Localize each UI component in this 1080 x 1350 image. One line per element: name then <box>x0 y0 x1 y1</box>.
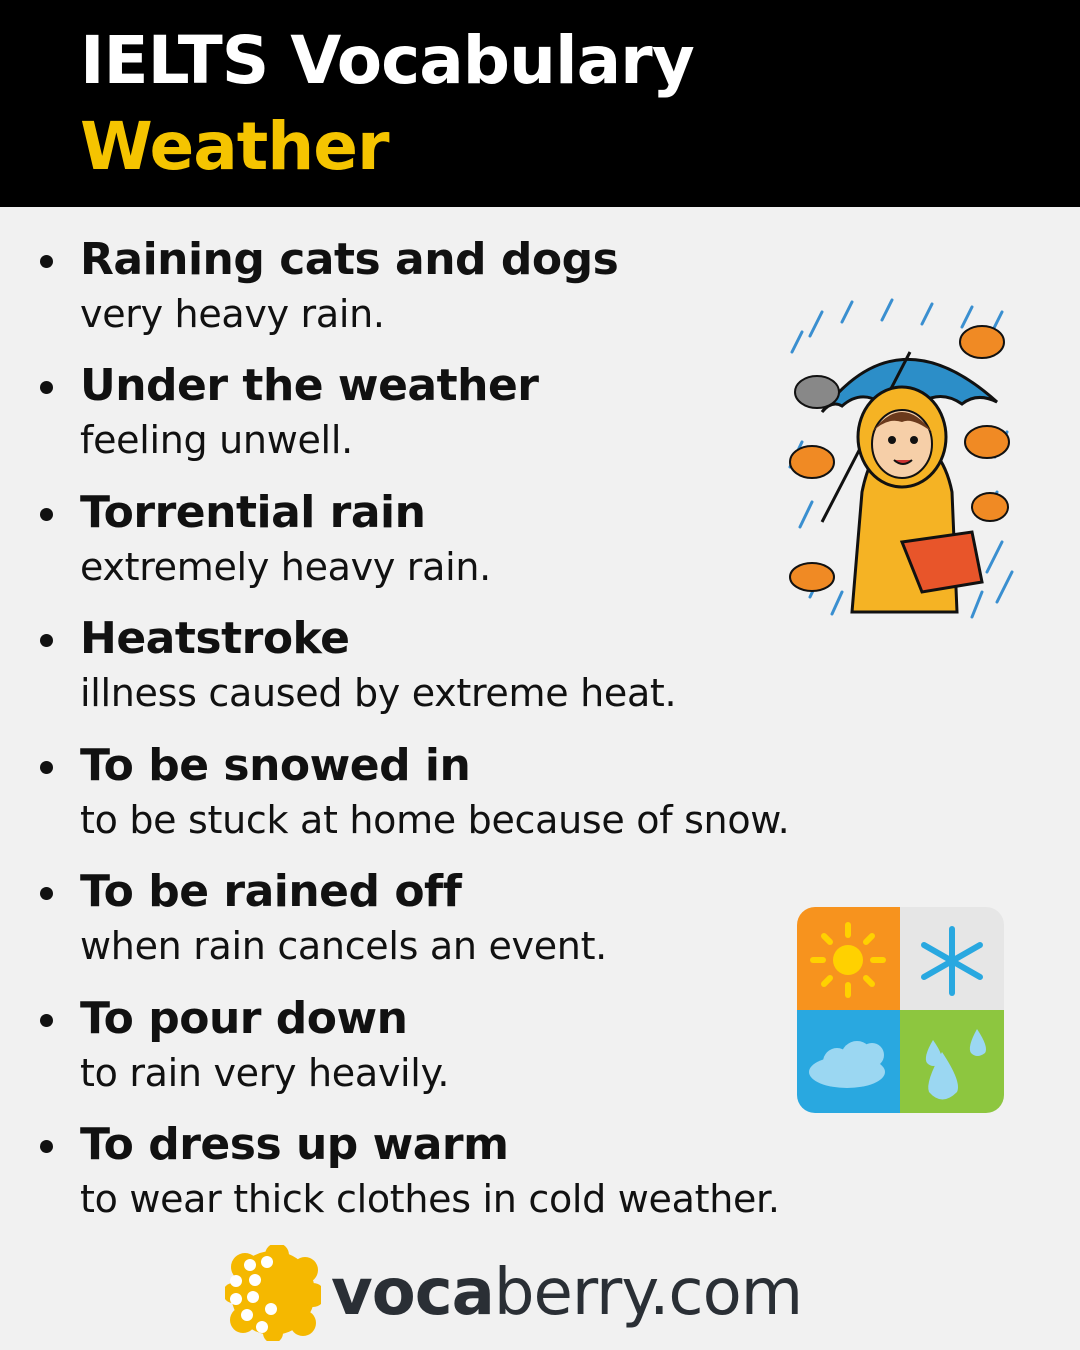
vocaberry-logo-icon <box>225 1245 321 1341</box>
vocab-item <box>80 486 840 594</box>
vocab-item <box>80 612 840 720</box>
vocab-term: Torrential rain <box>80 486 840 540</box>
brand-name-rest: berry.com <box>493 1256 803 1330</box>
vocab-item <box>80 992 840 1100</box>
vocab-item <box>80 233 840 341</box>
vocab-item <box>80 865 840 973</box>
page-subtitle: Weather <box>80 108 389 185</box>
vocab-definition: extremely heavy rain. <box>80 545 491 589</box>
vocab-term: To pour down <box>80 992 840 1046</box>
vocab-definition: to rain very heavily. <box>80 1051 450 1095</box>
vocab-definition: illness caused by extreme heat. <box>80 671 677 715</box>
vocab-definition: to be stuck at home because of snow. <box>80 798 790 842</box>
vocab-item <box>80 739 840 847</box>
footer-logo[interactable] <box>225 1243 802 1343</box>
header-banner <box>0 0 1080 207</box>
vocab-definition: to wear thick clothes in cold weather. <box>80 1177 780 1221</box>
vocab-term: To be snowed in <box>80 739 840 793</box>
weather-seasons-icon <box>797 907 1004 1113</box>
vocab-definition: very heavy rain. <box>80 292 385 336</box>
vocab-definition: feeling unwell. <box>80 418 353 462</box>
vocab-term: Under the weather <box>80 359 840 413</box>
vocab-term: Heatstroke <box>80 612 840 666</box>
brand-name <box>331 1256 802 1330</box>
vocab-term: To be rained off <box>80 865 840 919</box>
girl-umbrella-cats-illustration <box>782 292 1018 624</box>
vocab-term: To dress up warm <box>80 1118 840 1172</box>
page-title: IELTS Vocabulary <box>80 22 694 99</box>
vocab-item <box>80 1118 840 1226</box>
brand-name-bold: voca <box>331 1256 494 1330</box>
vocab-definition: when rain cancels an event. <box>80 924 607 968</box>
vocab-term: Raining cats and dogs <box>80 233 840 287</box>
vocab-item <box>80 359 840 467</box>
